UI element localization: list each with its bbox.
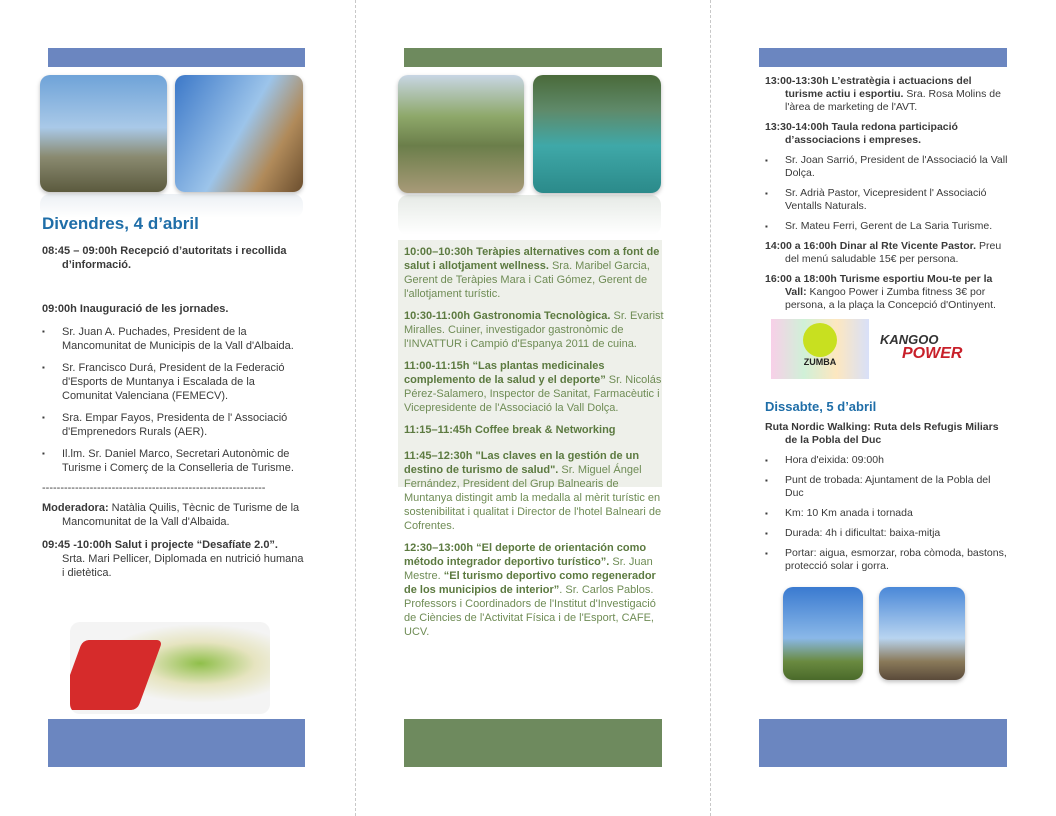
logos-row	[765, 319, 1010, 379]
panel1-content	[42, 214, 304, 589]
fold-line-2	[710, 0, 711, 816]
salad-photo	[70, 622, 270, 714]
list-item: ▪ Sr. Adrià Pastor, Vicepresident l' Associació Ventalls Naturals.	[765, 187, 1010, 213]
panel3-content	[765, 75, 1010, 680]
zumba-logo	[771, 319, 869, 379]
item-text: Preu del menú saludable 15€ per persona.	[785, 240, 1002, 265]
list-item: ▪ Sr. Francisco Durá, President de la Federació d'Esports de Muntanya i Escalada de la Comunitat Valenciana (FEMECV).	[42, 361, 304, 403]
item-text: Sr. Juan Mestre.	[404, 556, 653, 582]
river-swimmers-photo	[533, 75, 661, 193]
list-item: ▪ Sra. Empar Fayos, Presidenta de l' Associació d'Emprenedors Rurals (AER).	[42, 411, 304, 439]
item-title: 10:00–10:30h Teràpies alternatives com a font de salut i allotjament wellness.	[404, 246, 660, 272]
item-title: 16:00 a 18:00h Turisme esportiu Mou-te per la Vall:	[765, 273, 993, 298]
power-logo-text: POWER	[902, 345, 963, 362]
panel1-top-bar	[48, 48, 305, 67]
list-item: ▪ Km: 10 Km anada i tornada	[765, 507, 1010, 520]
list-item: ▪ Hora d'eixida: 09:00h	[765, 454, 1010, 467]
schedule-item	[404, 245, 666, 301]
item-title: 09:45 -10:00h Salut i projecte “Desafíate 2.0”.	[42, 539, 278, 551]
list-item: ▪ Punt de trobada: Ajuntament de la Pobla del Duc	[765, 474, 1010, 500]
item-text: Sr. Evarist Miralles. Cuiner, investigador gastronòmic de l'INVATTUR i Campió d'Espanya 2011 de cuina.	[404, 310, 664, 350]
schedule-item	[404, 449, 666, 533]
moderator-text: Natàlia Quilis, Tècnic de Turisme de la Mancomunitat de la Vall d'Albaida.	[62, 502, 300, 528]
list-item: ▪ Sr. Joan Sarrió, President de l'Associació la Vall Dolça.	[765, 154, 1010, 180]
panel2-top-bar	[404, 48, 662, 67]
nordic-walker-photo-1	[783, 587, 863, 680]
schedule-item: 08:45 – 09:00h Recepció d’autoritats i recollida d’informació.	[42, 245, 287, 271]
schedule-item: 13:30-14:00h Taula redona participació d’associacions i empreses.	[765, 121, 958, 146]
item-text: . Sr. Carlos Pablos. Professors i Coordinadors de l'Institut d'Investigació de Ciències de l'Activitat Física i de l'Esport, CAFE, UCV.	[404, 584, 656, 638]
cyclists-photo	[40, 75, 167, 192]
item-title: 13:00-13:30h L’estratègia i actuacions del turisme actiu i esportiu.	[765, 75, 972, 100]
fold-line-1	[355, 0, 356, 816]
schedule-item	[765, 75, 1010, 114]
route-details	[765, 454, 1010, 573]
day-title: Dissabte, 5 d’abril	[765, 399, 877, 414]
item-title: “El turismo deportivo como regenerador de los municipios de interior”	[404, 570, 656, 596]
item-title: 11:15–11:45h Coffee break & Networking	[404, 424, 616, 436]
speaker-list	[42, 325, 304, 475]
list-item: ▪ Portar: aigua, esmorzar, roba còmoda, bastons, protecció solar i gorra.	[765, 547, 1010, 573]
list-item: ▪ Durada: 4h i dificultat: baixa-mitja	[765, 527, 1010, 540]
moderator	[42, 501, 304, 529]
schedule-item	[404, 359, 666, 415]
item-text: Sr. Nicolás Pérez-Salamero, Inspector de Sanitat, Farmacèutic i Vicepresidente de l'Associació la Vall Dolça.	[404, 374, 662, 414]
kangoo-logo-text: KANGOO	[880, 332, 939, 347]
climber-photo	[175, 75, 303, 192]
item-text: Sra. Maribel Garcia, Gerent de Teràpies Mara i Cati Gómez, Gerent de l'allotjament turístic.	[404, 260, 650, 300]
item-text: Kangoo Power i Zumba fitness 3€ por persona, a la plaça la Concepció d'Ontinyent.	[785, 286, 996, 311]
list-item: ▪ Il.lm. Sr. Daniel Marco, Secretari Autonòmic de Turisme i Comerç de la Conselleria de Turisme.	[42, 447, 304, 475]
item-text: Srta. Mari Pellicer, Diplomada en nutrició humana i dietètica.	[62, 553, 304, 579]
nordic-walking-photos	[765, 587, 1010, 680]
day-title: Divendres, 4 d’abril	[42, 214, 199, 233]
kangoo-power-logo	[880, 333, 962, 361]
zumba-logo-text: ZUMBA	[803, 357, 837, 367]
item-text: Sra. Rosa Molins de l'àrea de marketing de l'AVT.	[785, 88, 1001, 113]
list-item: ▪ Sr. Mateu Ferri, Gerent de La Saria Turisme.	[765, 220, 1010, 233]
panel3-bottom-bar	[759, 719, 1007, 767]
item-text: Sr. Miguel Ángel Fernández, President del Grup Balnearis de Muntanya distingit amb la medalla al mèrit turístic en sostenibilitat i qualitat i Director de l'hotel Balneari de Cofrentes.	[404, 464, 662, 532]
panel3-top-bar	[759, 48, 1007, 67]
item-title: 11:45–12:30h "Las claves en la gestión de un destino de turismo de salud".	[404, 450, 640, 476]
item-title: 12:30–13:00h “El deporte de orientación como método integrador deportivo turístico”.	[404, 542, 647, 568]
schedule-item	[404, 309, 666, 351]
route-title: Ruta Nordic Walking: Ruta dels Refugis Miliars de la Pobla del Duc	[765, 421, 999, 446]
moderator-label: Moderadora:	[42, 502, 109, 514]
schedule-item	[765, 273, 1010, 312]
item-title: 10:30-11:00h Gastronomia Tecnològica.	[404, 310, 611, 322]
schedule-item	[765, 240, 1010, 266]
schedule-item	[404, 423, 666, 437]
schedule-item: 09:00h Inauguració de les jornades.	[42, 303, 229, 315]
divider: -------------------------------------------------------------	[42, 483, 266, 493]
panel2-content	[404, 245, 666, 647]
photo-reflection	[398, 195, 661, 235]
list-item: ▪ Sr. Juan A. Puchades, President de la Mancomunitat de Municipis de la Vall d'Albaida.	[42, 325, 304, 353]
hikers-photo	[398, 75, 524, 193]
nordic-walker-photo-2	[879, 587, 965, 680]
participant-list	[765, 154, 1010, 233]
panel2-bottom-bar	[404, 719, 662, 767]
saturday-content	[765, 399, 1010, 573]
item-title: 11:00-11:15h “Las plantas medicinales complemento de la salud y el deporte”	[404, 360, 606, 386]
item-title: 14:00 a 16:00h Dinar al Rte Vicente Pastor.	[765, 240, 977, 252]
panel1-bottom-bar	[48, 719, 305, 767]
schedule-item	[42, 538, 304, 580]
schedule-item	[404, 541, 666, 639]
